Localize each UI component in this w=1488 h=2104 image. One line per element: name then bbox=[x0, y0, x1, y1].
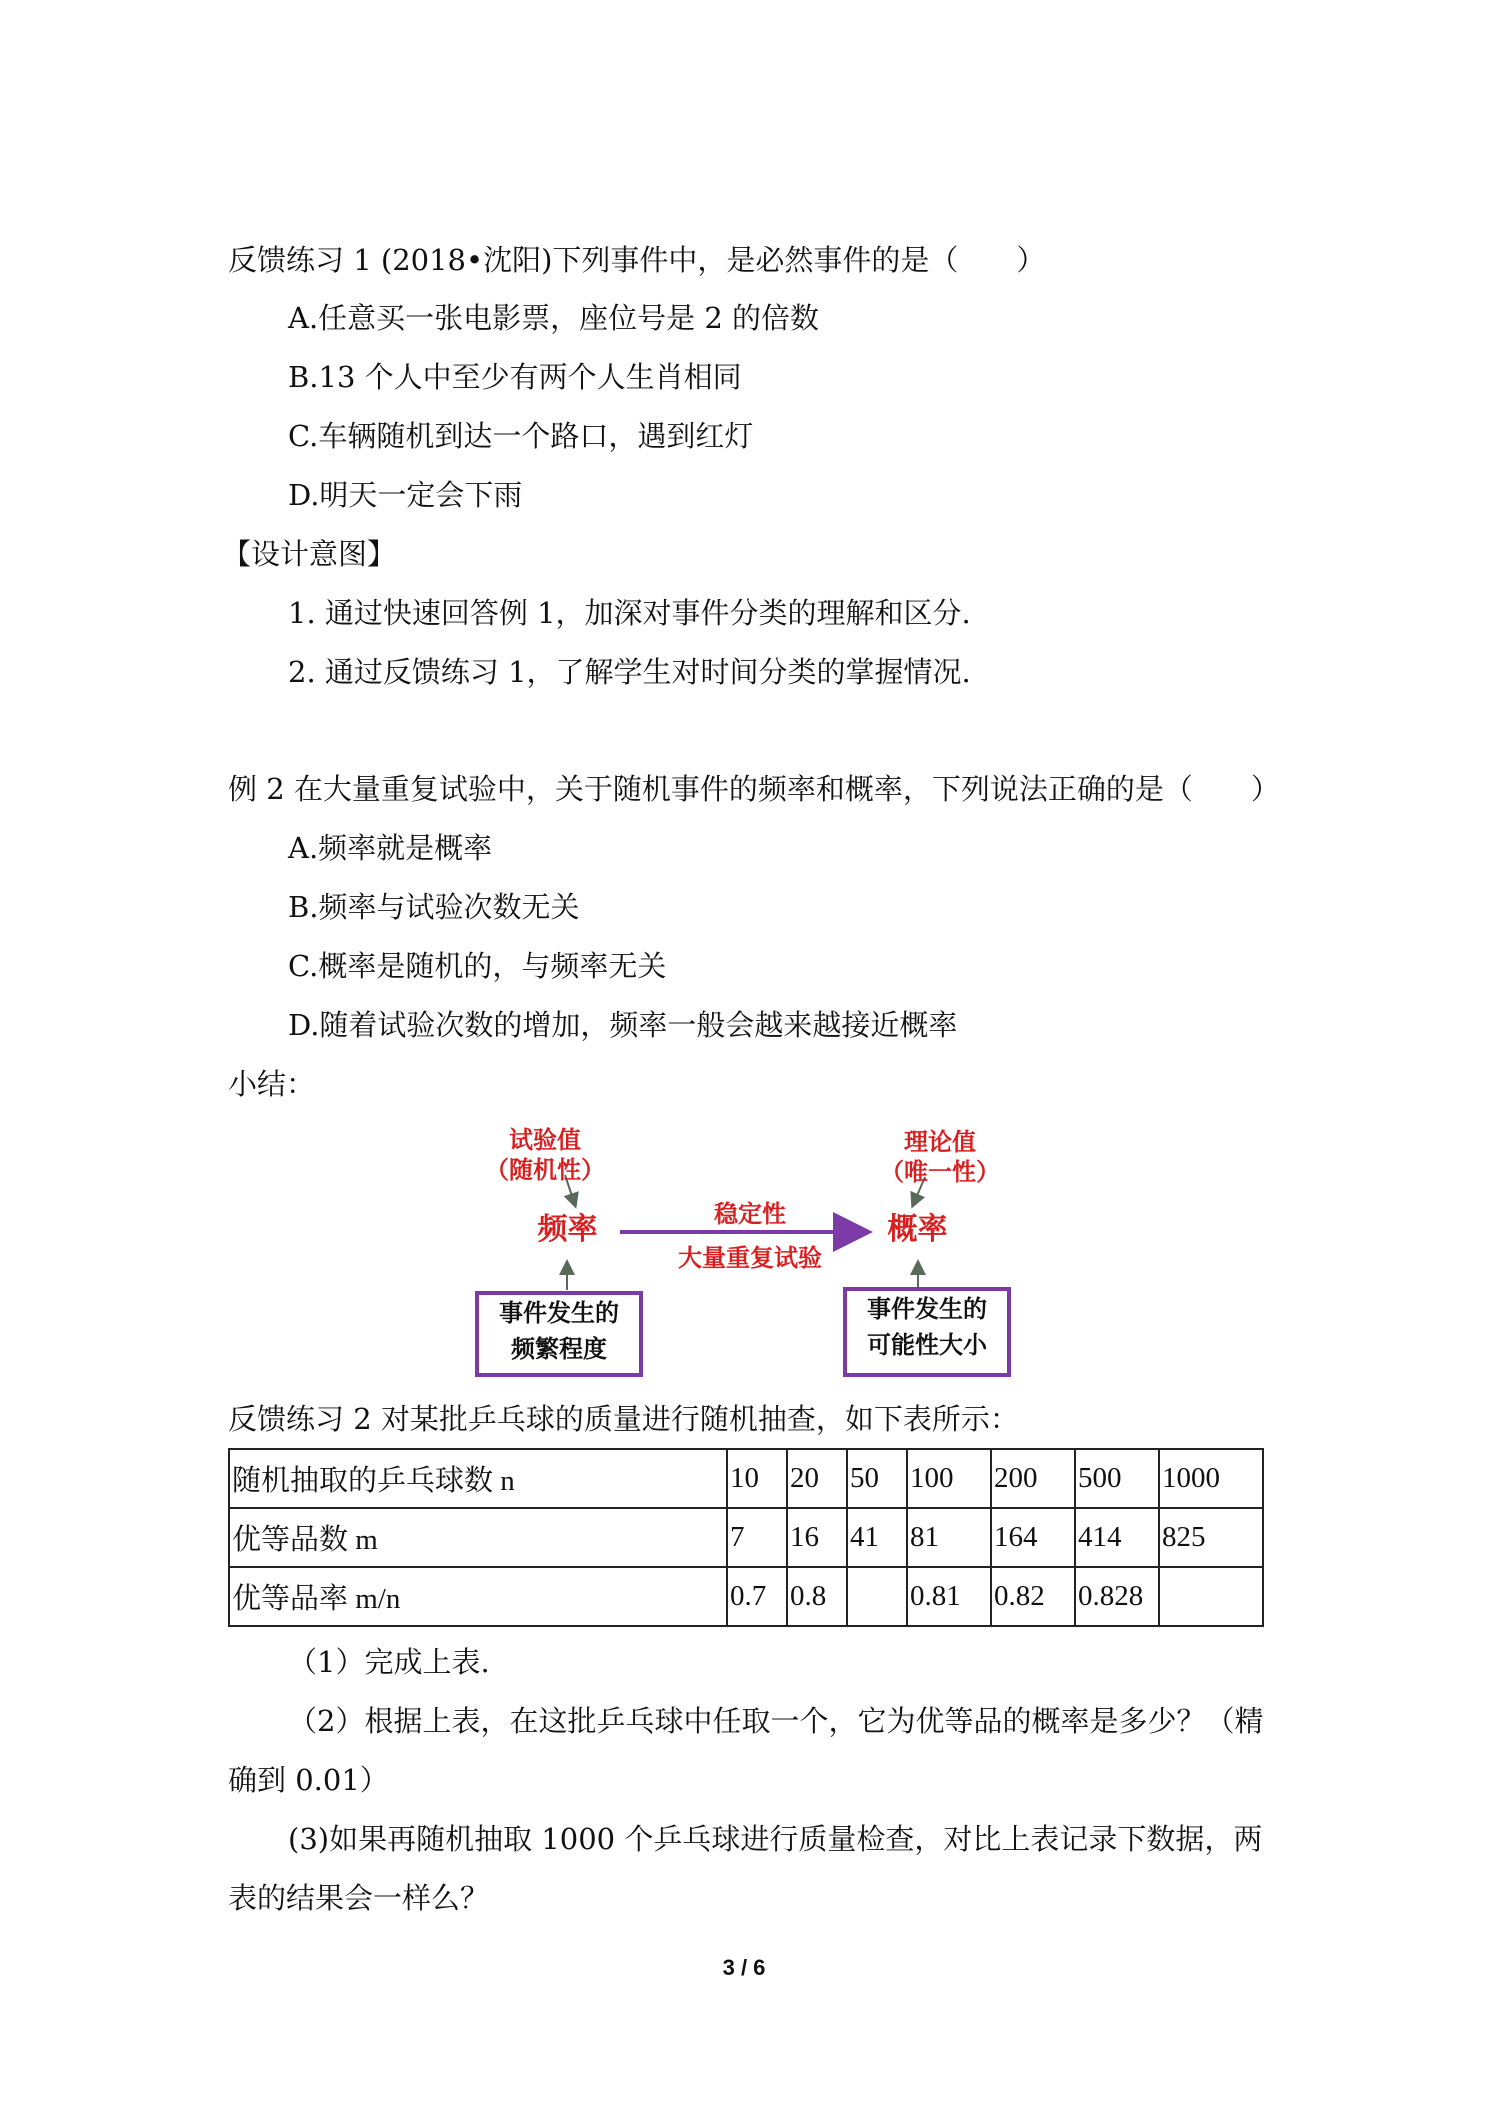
trial-value-label: 试验值 bbox=[509, 1126, 581, 1154]
feedback2-q2-line2: 确到 0.01） bbox=[228, 1763, 389, 1797]
feedback1-option-b: B.13 个人中至少有两个人生肖相同 bbox=[288, 360, 742, 394]
frequency-degree-box bbox=[475, 1291, 643, 1377]
pingpong-quality-table bbox=[228, 1448, 1264, 1627]
table-row bbox=[229, 1449, 1263, 1508]
table-cell bbox=[847, 1567, 907, 1626]
page-number: 3 / 6 bbox=[722, 1955, 766, 1980]
table-cell: 50 bbox=[847, 1449, 907, 1508]
table-cell: 0.82 bbox=[991, 1567, 1075, 1626]
feedback2-q3-line2: 表的结果会一样么？ bbox=[228, 1881, 490, 1915]
probability-node: 概率 bbox=[887, 1212, 948, 1247]
table-row-label: 随机抽取的乒乓球数 n bbox=[229, 1449, 727, 1508]
feedback2-q2-line1: （2）根据上表，在这批乒乓球中任取一个，它为优等品的概率是多少？（精 bbox=[288, 1704, 1264, 1738]
table-cell: 16 bbox=[787, 1508, 847, 1567]
example2-question: 例 2 在大量重复试验中，关于随机事件的频率和概率，下列说法正确的是（ ） bbox=[228, 772, 1280, 806]
frequency-node: 频率 bbox=[537, 1212, 598, 1247]
table-cell: 10 bbox=[727, 1449, 787, 1508]
left-box-line1: 事件发生的 bbox=[499, 1299, 619, 1327]
example2-option-a: A.频率就是概率 bbox=[288, 831, 493, 865]
table-cell: 0.7 bbox=[727, 1567, 787, 1626]
theoretical-value-label: 理论值 bbox=[904, 1128, 976, 1156]
example2-option-d: D.随着试验次数的增加，频率一般会越来越接近概率 bbox=[288, 1008, 958, 1042]
table-cell: 200 bbox=[991, 1449, 1075, 1508]
table-row bbox=[229, 1508, 1263, 1567]
feedback1-option-a: A.任意买一张电影票，座位号是 2 的倍数 bbox=[288, 301, 820, 335]
table-cell: 7 bbox=[727, 1508, 787, 1567]
table-cell: 0.81 bbox=[907, 1567, 991, 1626]
design-intent-item-1: 1. 通过快速回答例 1，加深对事件分类的理解和区分. bbox=[288, 596, 971, 630]
table-cell: 164 bbox=[991, 1508, 1075, 1567]
left-top-label bbox=[480, 1125, 610, 1185]
feedback2-q1: （1）完成上表. bbox=[288, 1645, 490, 1679]
table-cell: 500 bbox=[1075, 1449, 1159, 1508]
table-cell: 0.828 bbox=[1075, 1567, 1159, 1626]
table-cell: 1000 bbox=[1159, 1449, 1263, 1508]
randomness-label: （随机性） bbox=[485, 1156, 605, 1184]
right-top-label bbox=[870, 1127, 1010, 1187]
table-cell: 41 bbox=[847, 1508, 907, 1567]
feedback1-question: 反馈练习 1 (2018•沈阳)下列事件中，是必然事件的是（ ） bbox=[228, 243, 1046, 277]
feedback2-question: 反馈练习 2 对某批乒乓球的质量进行随机抽查，如下表所示： bbox=[228, 1402, 1019, 1436]
table-row-label: 优等品数 m bbox=[229, 1508, 727, 1567]
table-cell: 825 bbox=[1159, 1508, 1263, 1567]
design-intent-heading: 【设计意图】 bbox=[222, 537, 397, 571]
uniqueness-label: （唯一性） bbox=[880, 1158, 1000, 1186]
right-box-line2: 可能性大小 bbox=[867, 1331, 987, 1359]
feedback2-q3-line1: (3)如果再随机抽取 1000 个乒乓球进行质量检查，对比上表记录下数据，两 bbox=[288, 1822, 1263, 1856]
table-row-label: 优等品率 m/n bbox=[229, 1567, 727, 1626]
table-cell bbox=[1159, 1567, 1263, 1626]
possibility-size-box bbox=[843, 1287, 1011, 1377]
feedback1-option-d: D.明天一定会下雨 bbox=[288, 478, 523, 512]
frequency-probability-diagram bbox=[460, 1115, 1030, 1385]
table-cell: 20 bbox=[787, 1449, 847, 1508]
repeated-trials-label: 大量重复试验 bbox=[678, 1244, 822, 1272]
summary-label: 小结： bbox=[228, 1067, 316, 1101]
table-cell: 0.8 bbox=[787, 1567, 847, 1626]
left-box-line2: 频繁程度 bbox=[511, 1335, 607, 1363]
table-cell: 100 bbox=[907, 1449, 991, 1508]
table-row bbox=[229, 1567, 1263, 1626]
stability-label: 稳定性 bbox=[714, 1200, 786, 1228]
table-cell: 414 bbox=[1075, 1508, 1159, 1567]
feedback1-option-c: C.车辆随机到达一个路口，遇到红灯 bbox=[288, 419, 754, 453]
example2-option-c: C.概率是随机的，与频率无关 bbox=[288, 949, 667, 983]
table-cell: 81 bbox=[907, 1508, 991, 1567]
right-box-line1: 事件发生的 bbox=[867, 1295, 987, 1323]
example2-option-b: B.频率与试验次数无关 bbox=[288, 890, 580, 924]
design-intent-item-2: 2. 通过反馈练习 1，了解学生对时间分类的掌握情况. bbox=[288, 655, 971, 689]
